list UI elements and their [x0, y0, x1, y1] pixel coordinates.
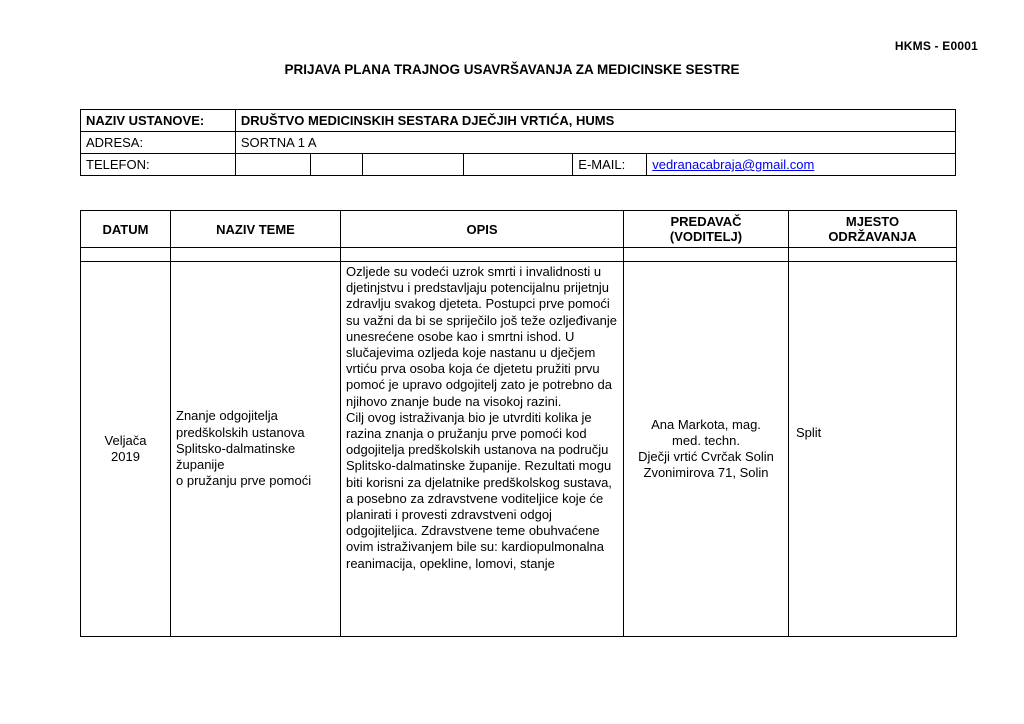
- table-row: [81, 262, 957, 637]
- col-header-date: DATUM: [81, 211, 171, 248]
- phone-label: TELEFON:: [81, 154, 236, 176]
- entry-lecturer-line: Zvonimirova 71, Solin: [643, 465, 769, 481]
- address-value: SORTNA 1 A: [235, 132, 955, 154]
- entry-topic-line: Splitsko-dalmatinske: [176, 440, 296, 456]
- entry-topic-line: županije: [176, 457, 225, 473]
- col-header-place: [789, 211, 957, 248]
- entry-description: [341, 262, 624, 637]
- col-header-lecturer: [624, 211, 789, 248]
- email-label: E-MAIL:: [573, 154, 647, 176]
- phone-cell-3: [362, 154, 464, 176]
- col-header-topic: NAZIV TEME: [171, 211, 341, 248]
- email-link[interactable]: vedranacabraja@gmail.com: [652, 157, 815, 172]
- entry-description-text: [346, 264, 619, 632]
- institution-name-value: DRUŠTVO MEDICINSKIH SESTARA DJEČJIH VRTIĆA, HUMS: [235, 110, 955, 132]
- col-header-description: OPIS: [341, 211, 624, 248]
- document-title: PRIJAVA PLANA TRAJNOG USAVRŠAVANJA ZA MEDICINSKE SESTRE: [284, 62, 740, 77]
- col-header-place-line2: ODRŽAVANJA: [828, 229, 917, 244]
- entry-topic-line: o pružanju prve pomoći: [176, 473, 312, 489]
- institution-name-label: NAZIV USTANOVE:: [81, 110, 236, 132]
- institution-info-table: [80, 109, 956, 176]
- entry-date-month: Veljača: [104, 432, 147, 448]
- entry-topic-line: Znanje odgojitelja: [176, 408, 278, 424]
- entry-lecturer-line: Ana Markota, mag.: [651, 416, 761, 432]
- contact-row: [81, 154, 956, 176]
- entry-description-paragraph-2: Cilj ovog istraživanja bio je utvrditi kolika je razina znanja o pružanju prve pomoći kod odgojitelja predškolskih ustanova na području Splitsko-dalmatinske županije. Rezultati mogu biti korisni za djelatnike predškolskog sustava, a posebno za zdravstvene voditeljice koje će planirati i provesti zdravstveni odgoj odgojiteljica. Zdravstvene teme obuhvaćene ovim istraživanjem bile su: kardiopulmonalna reanimacija, opekline, lomovi, stanje: [346, 409, 612, 571]
- phone-cell-4: [464, 154, 573, 176]
- col-header-lecturer-line2: (VODITELJ): [669, 229, 743, 244]
- entry-date: [81, 262, 171, 637]
- col-header-place-line1: MJESTO: [845, 214, 900, 229]
- email-value-cell: [647, 154, 956, 176]
- entry-lecturer-line: Dječji vrtić Cvrčak Solin: [638, 449, 774, 464]
- entry-topic-line: predškolskih ustanova: [176, 424, 305, 440]
- entry-topic: [171, 262, 341, 637]
- plan-header-row: [81, 211, 957, 248]
- education-plan-table: [80, 210, 957, 637]
- phone-cell-2: [310, 154, 362, 176]
- entry-place-line: Split: [796, 424, 822, 440]
- spacer-row: [81, 248, 957, 262]
- document-code: HKMS - E0001: [894, 39, 978, 53]
- address-label: ADRESA:: [81, 132, 236, 154]
- col-header-lecturer-line1: PREDAVAČ: [670, 214, 742, 229]
- entry-lecturer-line: med. techn.: [672, 432, 740, 448]
- entry-date-year: 2019: [111, 449, 140, 464]
- phone-cell-1: [235, 154, 310, 176]
- entry-lecturer: [624, 262, 789, 637]
- institution-name-row: [81, 110, 956, 132]
- address-row: [81, 132, 956, 154]
- entry-place: [789, 262, 957, 637]
- entry-description-paragraph-1: Ozljede su vodeći uzrok smrti i invalidnosti u djetinjstvu i predstavljaju potencijalnu prijetnju zdravlju svakog djeteta. Postupci prve pomoći su važni da bi se spriječilo još teže ozljeđivanje unesrećene osobe kao i smrtni ishod. U slučajevima ozljeda koje nastanu u dječjem vrtiću prva osoba koja će djetetu pružiti prvu pomoć je upravo odgojitelj zato je potrebno da njihovo znanje bude na visokoj razini.: [346, 264, 617, 409]
